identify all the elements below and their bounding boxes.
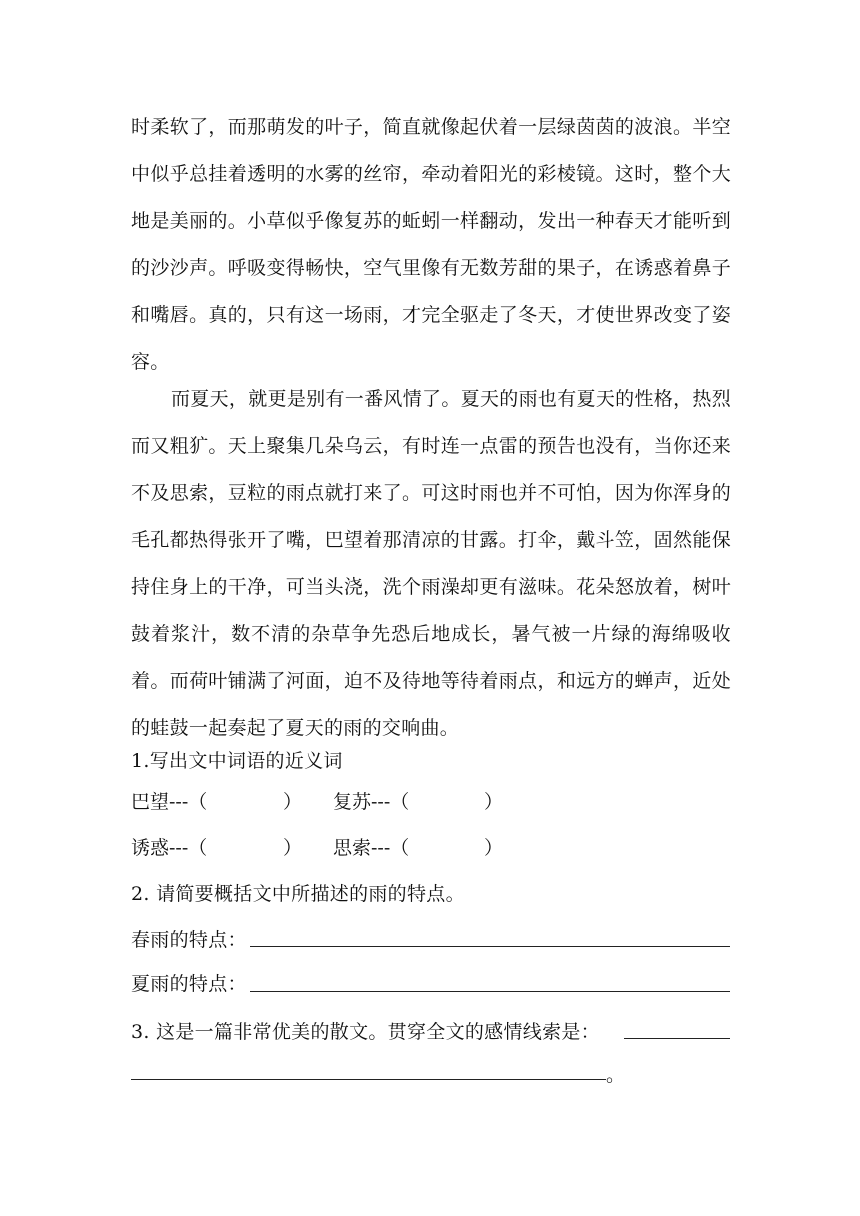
synonym-item-bawang: 巴望---（ bbox=[131, 791, 208, 813]
question-3-prompt: 3. 这是一篇非常优美的散文。贯穿全文的感情线索是： bbox=[131, 1021, 600, 1043]
emotion-clue-answer-line-1[interactable] bbox=[624, 1038, 730, 1039]
synonym-close-paren: ） bbox=[283, 837, 303, 859]
emotion-clue-answer-line-2[interactable] bbox=[131, 1079, 606, 1080]
summer-rain-answer-line[interactable] bbox=[250, 991, 730, 992]
passage-paragraph-spring: 时柔软了，而那萌发的叶子，简直就像起伏着一层绿茵茵的波浪。半空中似乎总挂着透明的水雾的丝帘，牵动着阳光的彩棱镜。这时，整个大地是美丽的。小草似乎像复苏的蚯蚓一样翻动，发出一种春天才能听到的沙沙声。呼吸变得畅快，空气里像有无数芳甜的果子，在诱惑着鼻子和嘴唇。真的，只有这一场雨，才完全驱走了冬天，才使世界改变了姿容。 bbox=[131, 116, 731, 373]
synonym-close-paren: ） bbox=[283, 791, 303, 813]
spring-rain-label: 春雨的特点： bbox=[131, 929, 247, 951]
synonym-item-sisuo: 思索---（ bbox=[333, 837, 410, 859]
summer-rain-label: 夏雨的特点： bbox=[131, 973, 247, 995]
synonym-close-paren: ） bbox=[484, 791, 504, 813]
question-1-prompt: 1.写出文中词语的近义词 bbox=[131, 750, 343, 772]
sentence-end-mark: 。 bbox=[606, 1064, 626, 1086]
passage-paragraph-summer: 而夏天，就更是别有一番风情了。夏天的雨也有夏天的性格，热烈而又粗犷。天上聚集几朵乌云，有时连一点雷的预告也没有，当你还来不及思索，豆粒的雨点就打来了。可这时雨也并不可怕，因为你浑身的毛孔都热得张开了嘴，巴望着那清凉的甘露。打伞，戴斗笠，固然能保持住身上的干净，可当头浇，洗个雨澡却更有滋味。花朵怒放着，树叶鼓着浆汁，数不清的杂草争先恐后地成长，暑气被一片绿的海绵吸收着。而荷叶铺满了河面，迫不及待地等待着雨点，和远方的蝉声，近处的蛙鼓一起奏起了夏天的雨的交响曲。 bbox=[131, 388, 731, 739]
synonym-item-fusu: 复苏---（ bbox=[333, 791, 410, 813]
spring-rain-answer-line[interactable] bbox=[250, 946, 730, 947]
synonym-item-youhuo: 诱惑---（ bbox=[131, 837, 208, 859]
synonym-close-paren: ） bbox=[484, 837, 504, 859]
question-2-prompt: 2. 请简要概括文中所描述的雨的特点。 bbox=[131, 883, 465, 905]
